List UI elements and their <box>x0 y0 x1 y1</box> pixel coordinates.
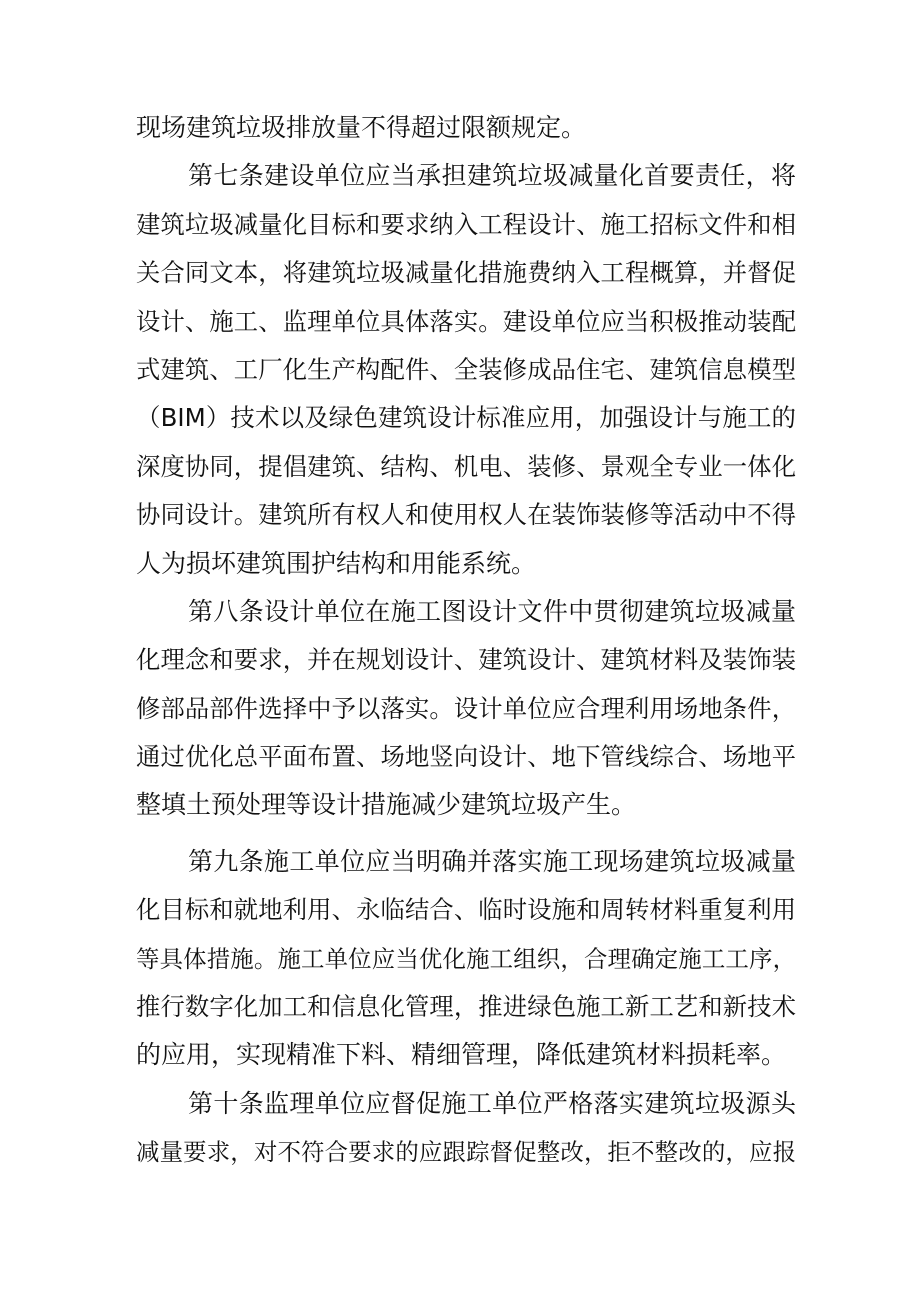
text-line: 减量要求，对不符合要求的应跟踪督促整改，拒不整改的，应报 <box>136 1138 796 1167</box>
text-line: 第九条施工单位应当明确并落实施工现场建筑垃圾减量 <box>188 846 796 876</box>
text-line: 的应用，实现精准下料、精细管理，降低建筑材料损耗率。 <box>136 1040 787 1070</box>
text-line: 建筑垃圾减量化目标和要求纳入工程设计、施工招标文件和相 <box>136 209 796 239</box>
paragraph-article-8 <box>136 588 796 830</box>
text-line: 推行数字化加工和信息化管理，推进绿色施工新工艺和新技术 <box>136 992 796 1022</box>
paragraph-article-7 <box>136 152 796 588</box>
text-line: 式建筑、工厂化生产构配件、全装修成品住宅、建筑信息模型 <box>136 354 796 384</box>
text-line: 关合同文本，将建筑垃圾减量化措施费纳入工程概算，并督促 <box>136 258 796 288</box>
text-line: 通过优化总平面布置、场地竖向设计、地下管线综合、场地平 <box>136 742 796 772</box>
text-line: 修部品部件选择中予以落实。设计单位应合理利用场地条件， <box>136 693 796 723</box>
text-line: 整填土预处理等设计措施减少建筑垃圾产生。 <box>136 790 637 820</box>
text-line: 第十条监理单位应督促施工单位严格落实建筑垃圾源头 <box>188 1088 796 1118</box>
text-line: 协同设计。建筑所有权人和使用权人在装饰装修等活动中不得 <box>136 500 796 530</box>
document-body <box>136 104 796 1177</box>
text-line: 现场建筑垃圾排放量不得超过限额规定。 <box>136 113 587 142</box>
text-line: 设计、施工、监理单位具体落实。建设单位应当积极推动装配 <box>136 306 796 336</box>
text-line: （BIM）技术以及绿色建筑设计标准应用，加强设计与施工的 <box>136 403 796 433</box>
text-line: 第七条建设单位应当承担建筑垃圾减量化首要责任，将 <box>188 161 796 191</box>
paragraph-article-10 <box>136 1080 796 1177</box>
text-line: 深度协同，提倡建筑、结构、机电、装修、景观全专业一体化 <box>136 451 796 481</box>
text-line: 化目标和就地利用、永临结合、临时设施和周转材料重复利用 <box>136 895 796 925</box>
text-line: 第八条设计单位在施工图设计文件中贯彻建筑垃圾减量 <box>188 596 796 626</box>
text-line: 化理念和要求，并在规划设计、建筑设计、建筑材料及装饰装 <box>136 645 796 675</box>
paragraph-article-9 <box>136 838 796 1080</box>
text-line: 人为损坏建筑围护结构和用能系统。 <box>136 548 537 578</box>
paragraph-continuation <box>136 104 796 152</box>
text-line: 等具体措施。施工单位应当优化施工组织，合理确定施工工序， <box>136 944 796 973</box>
